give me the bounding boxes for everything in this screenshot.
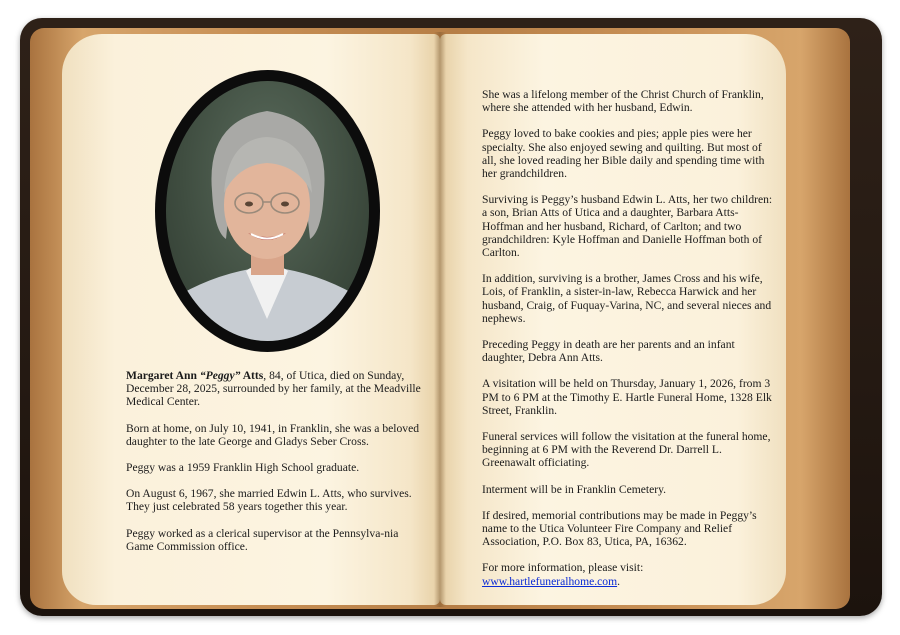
book-spine xyxy=(434,32,446,607)
visitation-paragraph: A visitation will be held on Thursday, January 1, 2026, from 3 PM to 6 PM at the Timothy E. Hartle Funeral Home, 1328 Elk Street, Franklin. xyxy=(482,377,772,417)
obituary-intro: Margaret Ann “Peggy” Atts, 84, of Utica, died on Sunday, December 28, 2025, surrounded by her family, at the Meadville Medical Center. xyxy=(126,369,421,409)
more-info-paragraph: For more information, please visit: www.hartlefuneralhome.com. xyxy=(482,561,644,588)
preceded-paragraph: Preceding Peggy in death are her parents and an infant daughter, Debra Ann Atts. xyxy=(482,338,735,365)
portrait-frame xyxy=(155,70,380,352)
marriage-paragraph: On August 6, 1967, she married Edwin L. Atts, who survives. They just celebrated 58 years together this year. xyxy=(126,487,412,514)
memorial-paragraph: If desired, memorial contributions may be made in Peggy’s name to the Utica Volunteer Fire Company and Relief Association, P.O. Box 83, Utica, PA, 16362. xyxy=(482,508,757,549)
portrait-photo xyxy=(166,81,369,341)
portrait-illustration xyxy=(166,81,369,341)
education-paragraph: Peggy was a 1959 Franklin High School graduate. xyxy=(126,461,360,475)
funeral-paragraph: Funeral services will follow the visitation at the funeral home, beginning at 6 PM with the Reverend Dr. Darrell L. Greenawalt officiating. xyxy=(482,430,771,470)
career-paragraph: Peggy worked as a clerical supervisor at the Pennsylva-nia Game Commission office. xyxy=(126,526,399,553)
interment-paragraph: Interment will be in Franklin Cemetery. xyxy=(482,482,667,496)
church-paragraph: She was a lifelong member of the Christ Church of Franklin, where she attended with her husband, Edwin. xyxy=(482,88,764,115)
right-column xyxy=(482,88,778,601)
birth-paragraph: Born at home, on July 10, 1941, in Franklin, she was a beloved daughter to the late George and Gladys Seber Cross. xyxy=(126,421,420,448)
deceased-name: Margaret Ann “Peggy” Atts xyxy=(126,369,264,382)
funeral-home-link[interactable]: www.hartlefuneralhome.com xyxy=(482,574,618,588)
extended-family-paragraph: In addition, surviving is a brother, James Cross and his wife, Lois, of Franklin, a sister-in-law, Rebecca Harwick and her husband, Craig, of Fuquay-Varina, NC, and several nieces and nephews. xyxy=(482,272,772,325)
left-column xyxy=(126,369,424,566)
survivors-paragraph: Surviving is Peggy’s husband Edwin L. Atts, her two children: a son, Brian Atts of Utica and a daughter, Barbara Atts-Hoffman and her husband, Richard, of Carlton; and two grandchildren: Kyle Hoffman and Danielle Hoffman both of Carlton. xyxy=(482,193,773,260)
hobbies-paragraph: Peggy loved to bake cookies and pies; apple pies were her specialty. She also enjoyed sewing and quilting. But most of all, she loved reading her Bible daily and spending time with her grandchildren. xyxy=(482,127,765,181)
